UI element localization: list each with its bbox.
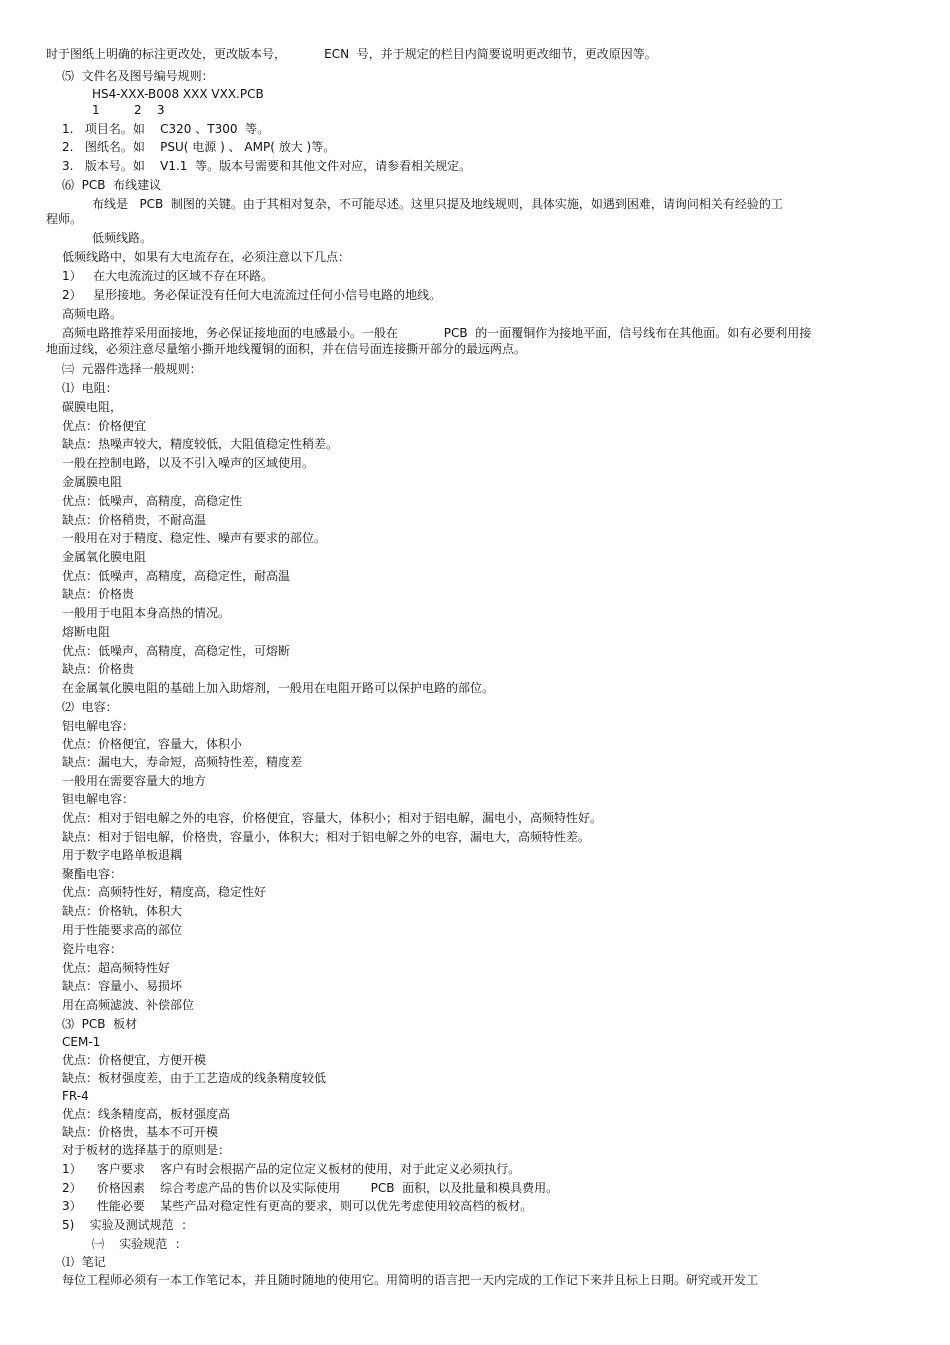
text-line: 低频线路中，如果有大电流存在，必须注意以下几点： <box>62 250 351 264</box>
text-line: 熔断电阻 <box>62 625 111 639</box>
text-line: HS4-XXX-B008 XXX VXX.PCB <box>92 87 264 101</box>
text-line: 1. 项目名。如 C320 、T300 等。 <box>62 122 270 136</box>
text-line: CEM-1 <box>62 1035 101 1049</box>
text-line: 缺点：价格贵 <box>62 587 135 601</box>
text-line: 在金属氧化膜电阻的基础上加入助熔剂，一般用在电阻开路可以保护电路的部位。 <box>62 681 495 695</box>
text-line: 优点：低噪声，高精度，高稳定性，耐高温 <box>62 569 291 583</box>
text-line: 用在高频滤波、补偿部位 <box>62 998 195 1012</box>
text-line: 缺点：容量小、易损坏 <box>62 979 183 993</box>
text-line: ⑴ 笔记 <box>62 1255 106 1269</box>
text-line: 时于图纸上明确的标注更改处，更改版本号， ECN 号，并于规定的栏目内简要说明更改细节，更改原因等。 <box>46 47 657 61</box>
text-line: 优点：低噪声，高精度，高稳定性，可熔断 <box>62 644 291 658</box>
text-line: 对于板材的选择基于的原则是： <box>62 1143 231 1157</box>
text-line: 3. 版本号。如 V1.1 等。版本号需要和其他文件对应，请参看相关规定。 <box>62 159 472 173</box>
text-line: 缺点：价格稍贵，不耐高温 <box>62 513 207 527</box>
text-line: 2） 星形接地。务必保证没有任何大电流流过任何小信号电路的地线。 <box>62 288 442 302</box>
text-line: 缺点：漏电大，寿命短，高频特性差，精度差 <box>62 755 303 769</box>
text-line: 缺点：价格轨，体积大 <box>62 904 183 918</box>
text-line: ㈠ 实验规范 ： <box>92 1237 187 1251</box>
text-line: 一般用在对于精度、稳定性、噪声有要求的部位。 <box>62 531 327 545</box>
text-line: 高频电路。 <box>62 307 123 321</box>
text-line: 铝电解电容： <box>62 719 135 733</box>
text-line: 优点：线条精度高，板材强度高 <box>62 1107 231 1121</box>
text-line: ㈢ 元器件选择一般规则： <box>62 362 202 376</box>
text-line: 优点：价格便宜，方便开模 <box>62 1053 207 1067</box>
text-line: ⑸ 文件名及图号编号规则： <box>62 69 214 83</box>
text-line: FR-4 <box>62 1089 89 1103</box>
text-line: 1） 在大电流流过的区域不存在环路。 <box>62 269 274 283</box>
text-line: 瓷片电容： <box>62 942 123 956</box>
text-line: 程师。 <box>46 212 83 226</box>
text-line: 缺点：相对于铝电解，价格贵，容量小，体积大；相对于铝电解之外的电容，漏电大，高频特性差。 <box>62 830 591 844</box>
text-line: ⑴ 电阻： <box>62 381 118 395</box>
text-line: 高频电路推荐采用面接地，务必保证接地面的电感最小。一般在 PCB 的一面覆铜作为接地平面，信号线布在其他面。如有必要利用接 <box>62 326 812 340</box>
text-line: 2. 图纸名。如 PSU( 电源 ) 、 AMP( 放大 )等。 <box>62 140 336 154</box>
text-line: 1） 客户要求 客户有时会根据产品的定位定义板材的使用，对于此定义必须执行。 <box>62 1162 521 1176</box>
text-line: 1 2 3 <box>92 103 165 117</box>
text-line: 缺点：价格贵，基本不可开模 <box>62 1125 219 1139</box>
text-line: 优点：超高频特性好 <box>62 961 171 975</box>
text-line: 优点：相对于铝电解之外的电容，价格便宜，容量大，体积小；相对于铝电解，漏电小，高频特性好。 <box>62 811 603 825</box>
text-line: 一般用在需要容量大的地方 <box>62 774 207 788</box>
text-line: 碳膜电阻， <box>62 400 123 414</box>
text-line: 一般用于电阻本身高热的情况。 <box>62 606 231 620</box>
text-line: 2） 价格因素 综合考虑产品的售价以及实际使用 PCB 面积，以及批量和模具费用。 <box>62 1181 559 1195</box>
text-line: ⑶ PCB 板材 <box>62 1017 138 1031</box>
text-line: 钽电解电容： <box>62 792 135 806</box>
text-line: 缺点：板材强度差，由于工艺造成的线条精度较低 <box>62 1071 327 1085</box>
text-line: ⑹ PCB 布线建议 <box>62 178 162 192</box>
text-line: 聚酯电容： <box>62 867 123 881</box>
text-line: 优点：价格便宜，容量大，体积小 <box>62 737 243 751</box>
text-line: 用于数字电路单板退耦 <box>62 848 183 862</box>
text-line: 一般在控制电路，以及不引入噪声的区域使用。 <box>62 456 315 470</box>
text-line: 优点：高频特性好，精度高，稳定性好 <box>62 885 267 899</box>
text-line: 金属膜电阻 <box>62 475 123 489</box>
text-line: 缺点：热噪声较大，精度较低，大阻值稳定性稍差。 <box>62 437 339 451</box>
text-line: 3） 性能必要 某些产品对稳定性有更高的要求，则可以优先考虑使用较高档的板材。 <box>62 1199 533 1213</box>
text-line: 布线是 PCB 制图的关键。由于其相对复杂，不可能尽述。这里只提及地线规则，具体实施，如遇到困难，请询问相关有经验的工 <box>92 197 783 211</box>
text-line: 低频线路。 <box>92 231 153 245</box>
text-line: 5) 实验及测试规范 ： <box>62 1218 194 1232</box>
text-line: ⑵ 电容： <box>62 700 118 714</box>
text-line: 每位工程师必须有一本工作笔记本，并且随时随地的使用它。用简明的语言把一天内完成的工作记下来并且标上日期。研究或开发工 <box>62 1273 759 1287</box>
text-line: 优点：低噪声，高精度，高稳定性 <box>62 494 243 508</box>
text-line: 金属氧化膜电阻 <box>62 550 147 564</box>
text-line: 优点：价格便宜 <box>62 419 147 433</box>
text-line: 地面过线，必须注意尽量缩小撕开地线覆铜的面积，并在信号面连接撕开部分的最远两点。 <box>46 342 527 356</box>
text-line: 缺点：价格贵 <box>62 662 135 676</box>
text-line: 用于性能要求高的部位 <box>62 923 183 937</box>
